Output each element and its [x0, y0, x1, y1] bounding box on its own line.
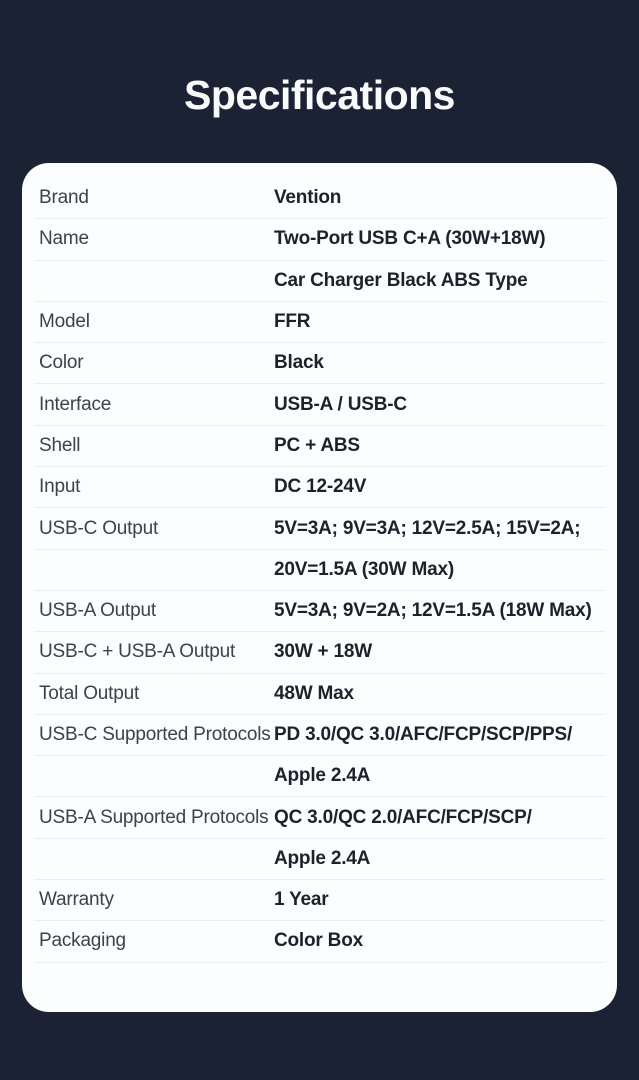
- spec-label: Total Output: [39, 682, 140, 704]
- spec-value: PD 3.0/QC 3.0/AFC/FCP/SCP/PPS/: [274, 724, 573, 745]
- spec-row: [34, 343, 605, 384]
- spec-value: USB-A / USB-C: [274, 393, 407, 415]
- spec-value: DC 12-24V: [274, 476, 367, 498]
- spec-value: 48W Max: [274, 682, 354, 704]
- spec-value: Car Charger Black ABS Type: [274, 269, 528, 291]
- spec-label: USB-A Supported Protocols: [39, 806, 269, 828]
- spec-row: [34, 797, 605, 838]
- spec-label: USB-C + USB-A Output: [39, 641, 236, 663]
- spec-label: Name: [39, 228, 89, 250]
- spec-label: USB-C Output: [39, 517, 159, 539]
- spec-value: 30W + 18W: [274, 641, 372, 663]
- spec-value: 1 Year: [274, 889, 329, 911]
- spec-row: [34, 384, 605, 425]
- spec-row: [34, 632, 605, 673]
- spec-label: Shell: [39, 434, 81, 456]
- spec-row: [34, 508, 605, 549]
- spec-label: Packaging: [39, 930, 126, 952]
- spec-row: [34, 219, 605, 260]
- spec-label: USB-A Output: [39, 600, 156, 622]
- spec-label: Input: [39, 476, 81, 498]
- spec-label: Color: [39, 352, 84, 374]
- spec-card: [22, 163, 617, 1012]
- spec-row: [34, 302, 605, 343]
- spec-label: Interface: [39, 393, 112, 415]
- spec-row: [34, 426, 605, 467]
- spec-row: [34, 674, 605, 715]
- spec-row: [34, 178, 605, 219]
- spec-label: Brand: [39, 187, 89, 209]
- spec-table: [34, 178, 605, 963]
- spec-value: PC + ABS: [274, 434, 360, 456]
- spec-value: Black: [274, 352, 324, 374]
- spec-row: [34, 715, 605, 756]
- spec-value: 5V=3A; 9V=3A; 12V=2.5A; 15V=2A;: [274, 517, 581, 539]
- spec-row: [34, 839, 605, 880]
- spec-value: Apple 2.4A: [274, 765, 371, 787]
- page-title: Specifications: [184, 72, 455, 118]
- spec-value: Two-Port USB C+A (30W+18W): [274, 228, 546, 250]
- spec-row: [34, 921, 605, 962]
- spec-value: QC 3.0/QC 2.0/AFC/FCP/SCP/: [274, 806, 532, 828]
- spec-value: Apple 2.4A: [274, 847, 371, 869]
- spec-row: [34, 756, 605, 797]
- spec-row: [34, 261, 605, 302]
- spec-value: Color Box: [274, 930, 363, 952]
- spec-row: [34, 591, 605, 632]
- spec-value: 20V=1.5A (30W Max): [274, 558, 454, 580]
- spec-value: Vention: [274, 187, 342, 209]
- spec-label: Warranty: [39, 889, 114, 911]
- spec-row: [34, 550, 605, 591]
- spec-row: [34, 880, 605, 921]
- spec-value: 5V=3A; 9V=2A; 12V=1.5A (18W Max): [274, 600, 592, 622]
- spec-value: FFR: [274, 311, 311, 333]
- spec-row: [34, 467, 605, 508]
- spec-label: USB-C Supported Protocols: [39, 724, 271, 745]
- spec-label: Model: [39, 311, 90, 333]
